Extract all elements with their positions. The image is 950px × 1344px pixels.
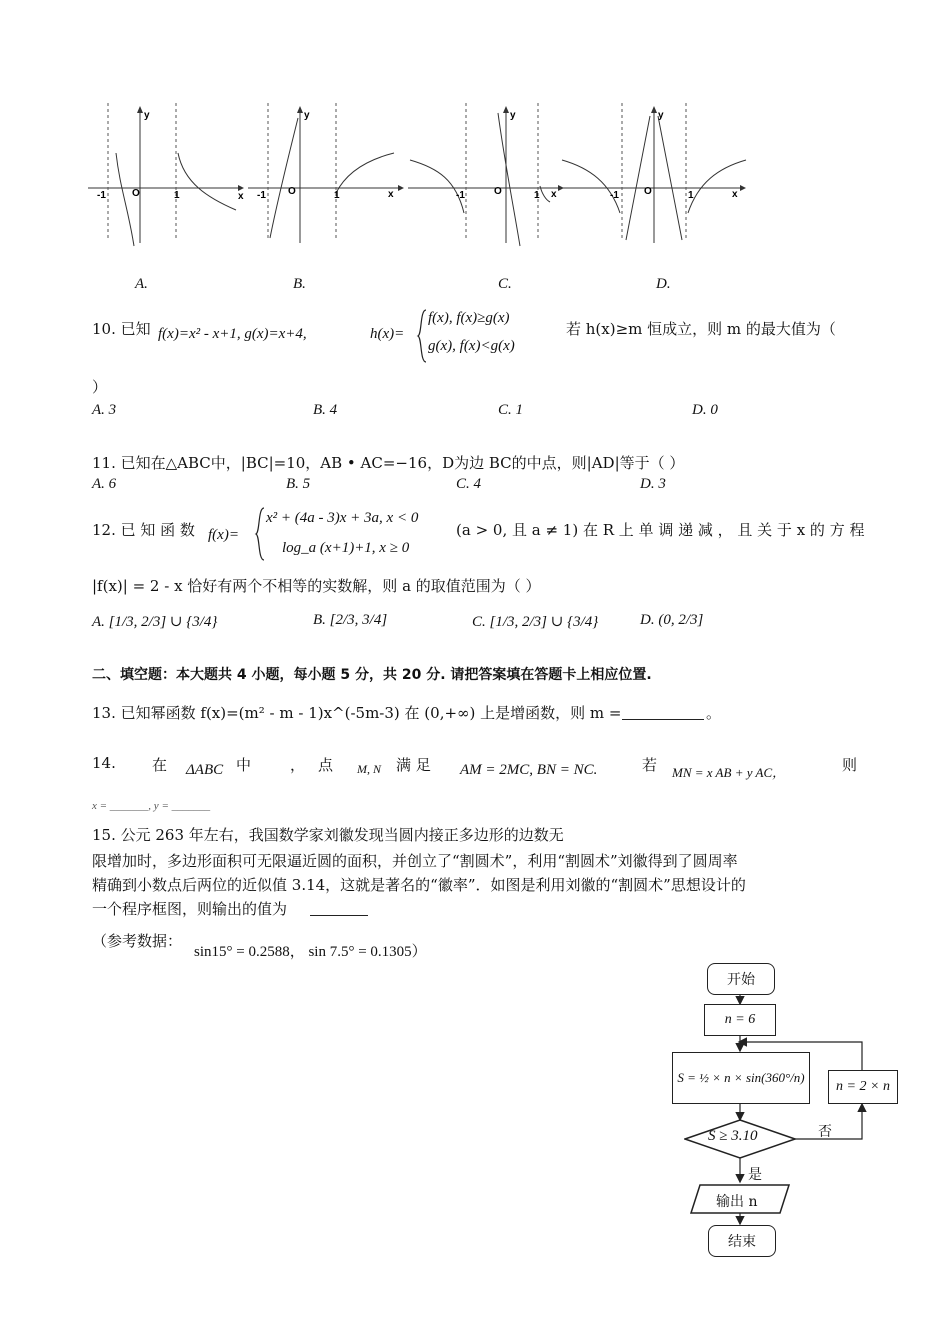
q12-line2: |f(x)| = 2 - x 恰好有两个不相等的实数解，则 a 的取值范围为（ ） (92, 577, 541, 595)
q11-option-c: C. 4 (456, 476, 482, 492)
q10-option-d: D. 0 (692, 402, 718, 418)
q10-option-a: A. 3 (92, 402, 117, 418)
flowchart-start-label: 开始 (727, 972, 755, 988)
q14-comma: ， (290, 756, 306, 774)
q12-brace (254, 506, 266, 562)
q10-close: ） (92, 378, 108, 396)
svg-text:-1: -1 (97, 190, 106, 201)
svg-text:O: O (494, 186, 502, 197)
graph-a (88, 98, 248, 252)
q11-option-a: A. 6 (92, 476, 117, 492)
svg-text:-1: -1 (456, 190, 465, 201)
svg-text:x: x (551, 189, 557, 200)
q12-case1: x² + (4a - 3)x + 3a, x < 0 (266, 510, 419, 526)
q12-f-lhs: f(x)= (208, 527, 239, 543)
q12-case2: log_a (x+1)+1, x ≥ 0 (282, 540, 410, 556)
q15-line-2: 限增加时，多边形面积可无限逼近圆的面积，并创立了“割圆术”，利用“割圆术”刘徽得到了圆周率 (92, 852, 738, 870)
svg-text:1: 1 (534, 190, 540, 201)
q10-brace (416, 308, 428, 364)
q15-reference-label: （参考数据： (92, 932, 183, 950)
q14-text-dian: 点 (318, 756, 334, 774)
svg-text:1: 1 (334, 190, 340, 201)
q14-text-zhong: 中 (236, 756, 252, 774)
svg-text:1: 1 (174, 190, 180, 201)
q14-points: M, N (357, 762, 381, 776)
flowchart-start (707, 963, 775, 995)
q14-num: 14. (92, 754, 116, 772)
flowchart-end-label: 结束 (728, 1234, 756, 1250)
section-2-heading: 二、填空题：本大题共 4 小题，每小题 5 分，共 20 分. 请把答案填在答题卡上相应位置. (92, 667, 652, 683)
q10-option-b: B. 4 (313, 402, 338, 418)
flowchart-update-label: n = 2 × n (836, 1079, 890, 1094)
q11-option-b: B. 5 (286, 476, 311, 492)
q10-f-def: f(x)=x² - x+1, g(x)=x+4, (158, 326, 307, 342)
q10-h-def: h(x)= (370, 326, 405, 342)
flowchart-no-label: 否 (818, 1124, 832, 1140)
flowchart-end (708, 1225, 776, 1257)
q11-option-d: D. 3 (640, 476, 666, 492)
svg-text:y: y (304, 110, 310, 121)
svg-text:O: O (288, 186, 296, 197)
q12-option-b: B. [2/3, 3/4] (313, 612, 388, 628)
svg-text:O: O (132, 188, 140, 199)
q10-condition: 若 h(x)≥m 恒成立，则 m 的最大值为（ (566, 320, 836, 338)
q13-stem: 13. 已知幂函数 f(x)=(m² - m - 1)x^(-5m-3) 在 (0,+∞) 上是增函数，则 m = (92, 704, 622, 722)
q12-option-d: D. (0, 2/3] (640, 612, 704, 628)
svg-text:y: y (144, 110, 150, 121)
option-label-a: A. (135, 276, 148, 292)
q15-reference-values: sin15° = 0.2588， sin 7.5° = 0.1305） (194, 944, 427, 960)
graph-b (248, 98, 408, 252)
svg-text:x: x (388, 189, 394, 200)
q10-case2: g(x), f(x)<g(x) (428, 338, 515, 354)
flowchart-calc-label: S = ½ × n × sin(360°/n) (677, 1070, 805, 1085)
q15-answer-blank[interactable] (310, 902, 368, 916)
q12-condition: (a > 0, 且 a ≠ 1) 在 R 上 单 调 递 减 ， 且 关 于 x 的 方 程 (456, 521, 865, 539)
svg-text:O: O (644, 186, 652, 197)
graph-d (560, 98, 750, 252)
flowchart-init (704, 1004, 776, 1036)
q14-answer-blanks[interactable]: x = _______, y = _______ (92, 800, 211, 812)
flowchart-output-label: 输出 n (716, 1194, 758, 1210)
flowchart-init-label: n = 6 (724, 1012, 756, 1027)
svg-text:-1: -1 (610, 190, 619, 201)
q12-option-c: C. [1/3, 2/3] ∪ {3/4} (472, 614, 599, 630)
option-label-c: C. (498, 276, 512, 292)
q10-option-c: C. 1 (498, 402, 524, 418)
option-label-d: D. (656, 276, 671, 292)
q10-prefix: 10. 已知 (92, 320, 151, 338)
flowchart-update (828, 1070, 898, 1104)
q14-text-ze: 则 (842, 756, 858, 774)
q14-text-zai: 在 (152, 756, 168, 774)
svg-text:x: x (238, 191, 244, 202)
q13-answer-blank[interactable] (622, 705, 704, 720)
graph-c (408, 98, 568, 252)
q15-line-3: 精确到小数点后两位的近似值 3.14，这就是著名的“徽率”．如图是利用刘徽的“割圆术”思想设计的 (92, 876, 746, 894)
svg-text:y: y (510, 110, 516, 121)
q14-text-ruo: 若 (642, 756, 658, 774)
flowchart-decision-label: S ≥ 3.10 (708, 1128, 758, 1144)
q14-vector-eq: MN = x AB + y AC， (672, 765, 786, 780)
q12-option-a: A. [1/3, 2/3] ∪ {3/4} (92, 614, 218, 630)
q12-prefix: 12. 已 知 函 数 (92, 521, 195, 539)
svg-text:y: y (658, 110, 664, 121)
q14-triangle: ΔABC (186, 762, 224, 778)
q15-line-1: 15. 公元 263 年左右，我国数学家刘徽发现当圆内接正多边形的边数无 (92, 826, 564, 844)
svg-text:-1: -1 (257, 190, 266, 201)
q10-case1: f(x), f(x)≥g(x) (428, 310, 510, 326)
svg-text:x: x (732, 189, 738, 200)
q13-end: 。 (706, 704, 722, 722)
q14-conditions: AM = 2MC, BN = NC. (460, 762, 598, 778)
option-label-b: B. (293, 276, 306, 292)
q14-text-manzu: 满 足 (396, 756, 431, 774)
q15-line-4: 一个程序框图，则输出的值为 (92, 900, 288, 918)
q11-stem: 11. 已知在△ABC中，|BC|=10，AB • AC=−16，D为边 BC的中点，则|AD|等于（ ） (92, 454, 685, 472)
flowchart-yes-label: 是 (748, 1167, 762, 1183)
flowchart-calc (672, 1052, 810, 1104)
svg-text:1: 1 (688, 190, 694, 201)
flowchart-connectors (660, 955, 910, 1275)
